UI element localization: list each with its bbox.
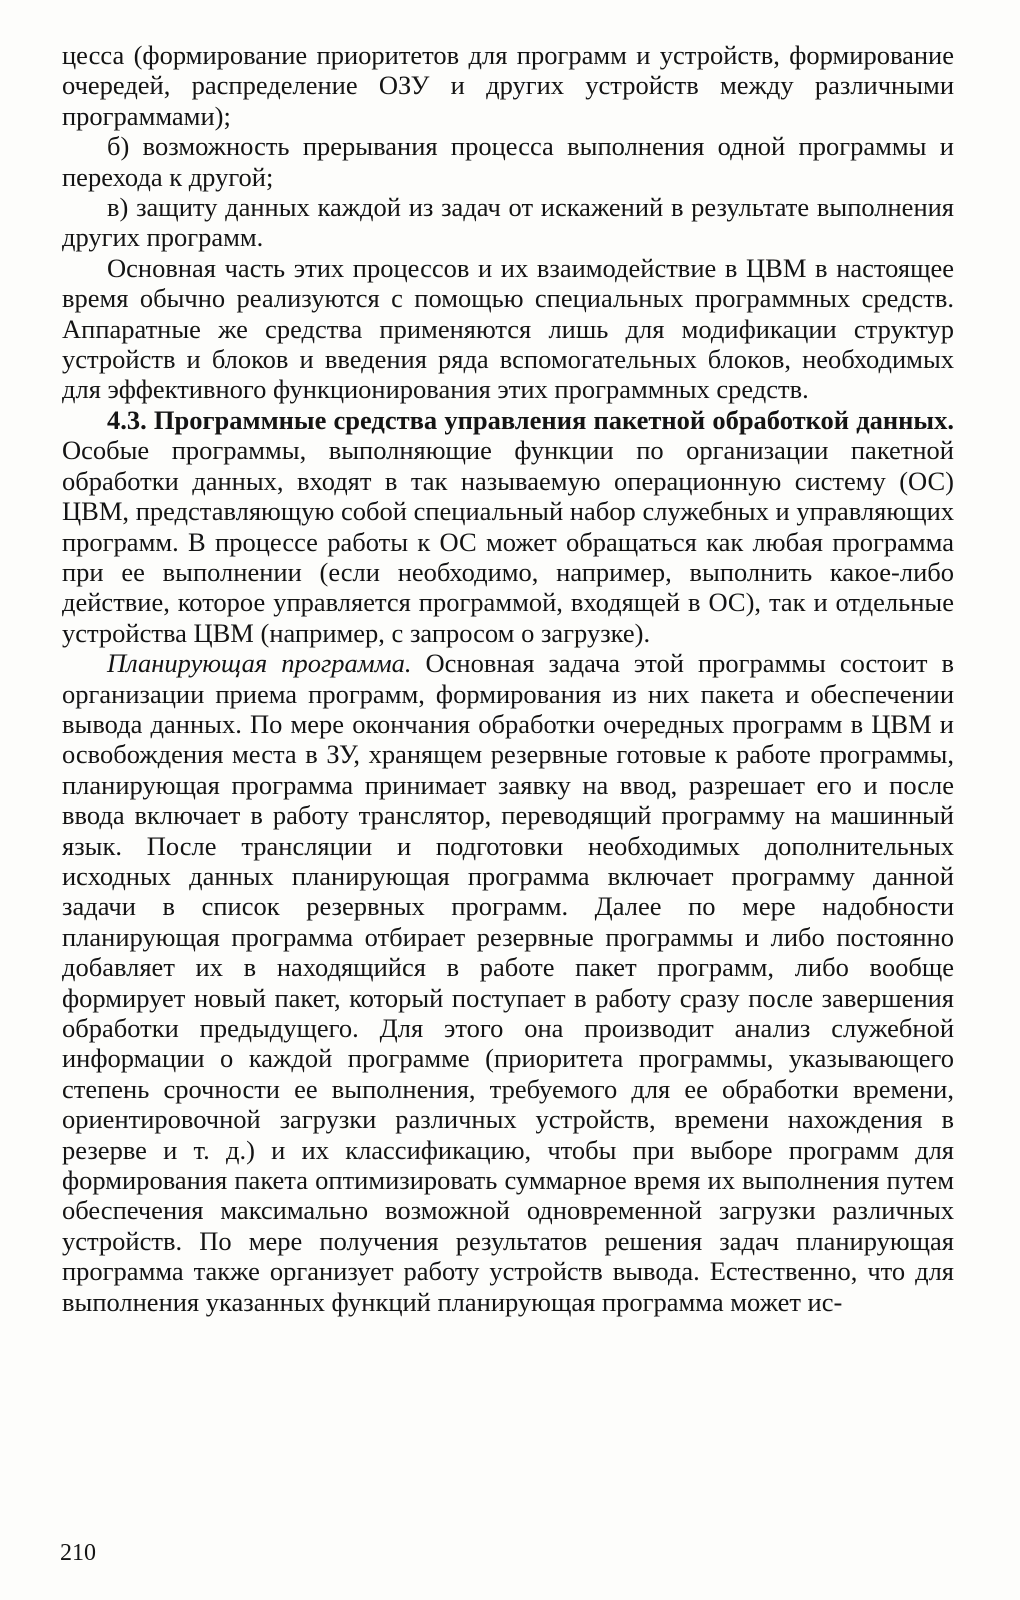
planning-program-body: Основная задача этой программы состоит в организации приема программ, формирования из них пакета и обеспечении вывода данных. По мере окончания обработки очередных программ в ЦВМ и освобождения места в ЗУ, хранящем резервные готовые к работе программы, планирующая программа принимает заявку на ввод, разрешает его и после ввода включает в работу транслятор, переводящий программу на машинный язык. После трансляции и подготовки необходимых дополнительных исходных данных планирующая программа включает программу данной задачи в список резервных программ. Далее по мере надобности планирующая программа отбирает резервные программы и либо постоянно добавляет их в находящийся в работе пакет программ, либо вообще формирует новый пакет, который поступает в работу сразу после завершения обработки предыдущего. Для этого она производит анализ служебной информации о каждой программе (приоритета программы, указывающего степень срочности ее выполнения, требуемого для ее обработки времени, ориентировочной загрузки различных устройств, времени нахождения в резерве и т. д.) и их классификацию, чтобы при выборе программ для формирования пакета оптимизировать суммарное время их выполнения путем обеспечения максимально возможной одновременной загрузки различных устройств. По мере получения результатов решения задач планирующая программа также организует работу устройств вывода. Естественно, что для выполнения указанных функций планирующая программа может ис- — [62, 648, 954, 1317]
section-body: Особые программы, выполняющие функции по организации пакетной обработки данных, входят в так называемую операционную систему (ОС) ЦВМ, представляющую собой специальный набор служебных и управляющих программ. В процессе работы к ОС может обращаться как любая программа при ее выполнении (если необходимо, например, выполнить какое-либо действие, которое управляется программой, входящей в ОС), так и отдельные устройства ЦВМ (например, с запросом о загрузке). — [62, 435, 954, 648]
planning-program-paragraph — [62, 648, 954, 1317]
paragraph-continuation: цесса (формирование приоритетов для программ и устройств, формирование очередей, распределение ОЗУ и других устройств между различными программами); — [62, 40, 954, 131]
list-item-c: в) защиту данных каждой из задач от искажений в результате выполнения других программ. — [62, 192, 954, 253]
page-number: 210 — [60, 1540, 96, 1566]
page-body-text — [62, 40, 954, 1317]
planning-program-term: Планирующая программа. — [107, 648, 412, 679]
paragraph-main-processes: Основная часть этих процессов и их взаимодействие в ЦВМ в настоящее время обычно реализуются с помощью специальных программных средств. Аппаратные же средства применяются лишь для модификации структур устройств и блоков и введения ряда вспомогательных блоков, необходимых для эффективного функционирования этих программных средств. — [62, 252, 954, 405]
section-heading: 4.3. Программные средства управления пакетной обработкой данных. — [107, 404, 954, 435]
list-item-b: б) возможность прерывания процесса выполнения одной программы и перехода к другой; — [62, 131, 954, 192]
section-4-3-paragraph — [62, 405, 954, 648]
